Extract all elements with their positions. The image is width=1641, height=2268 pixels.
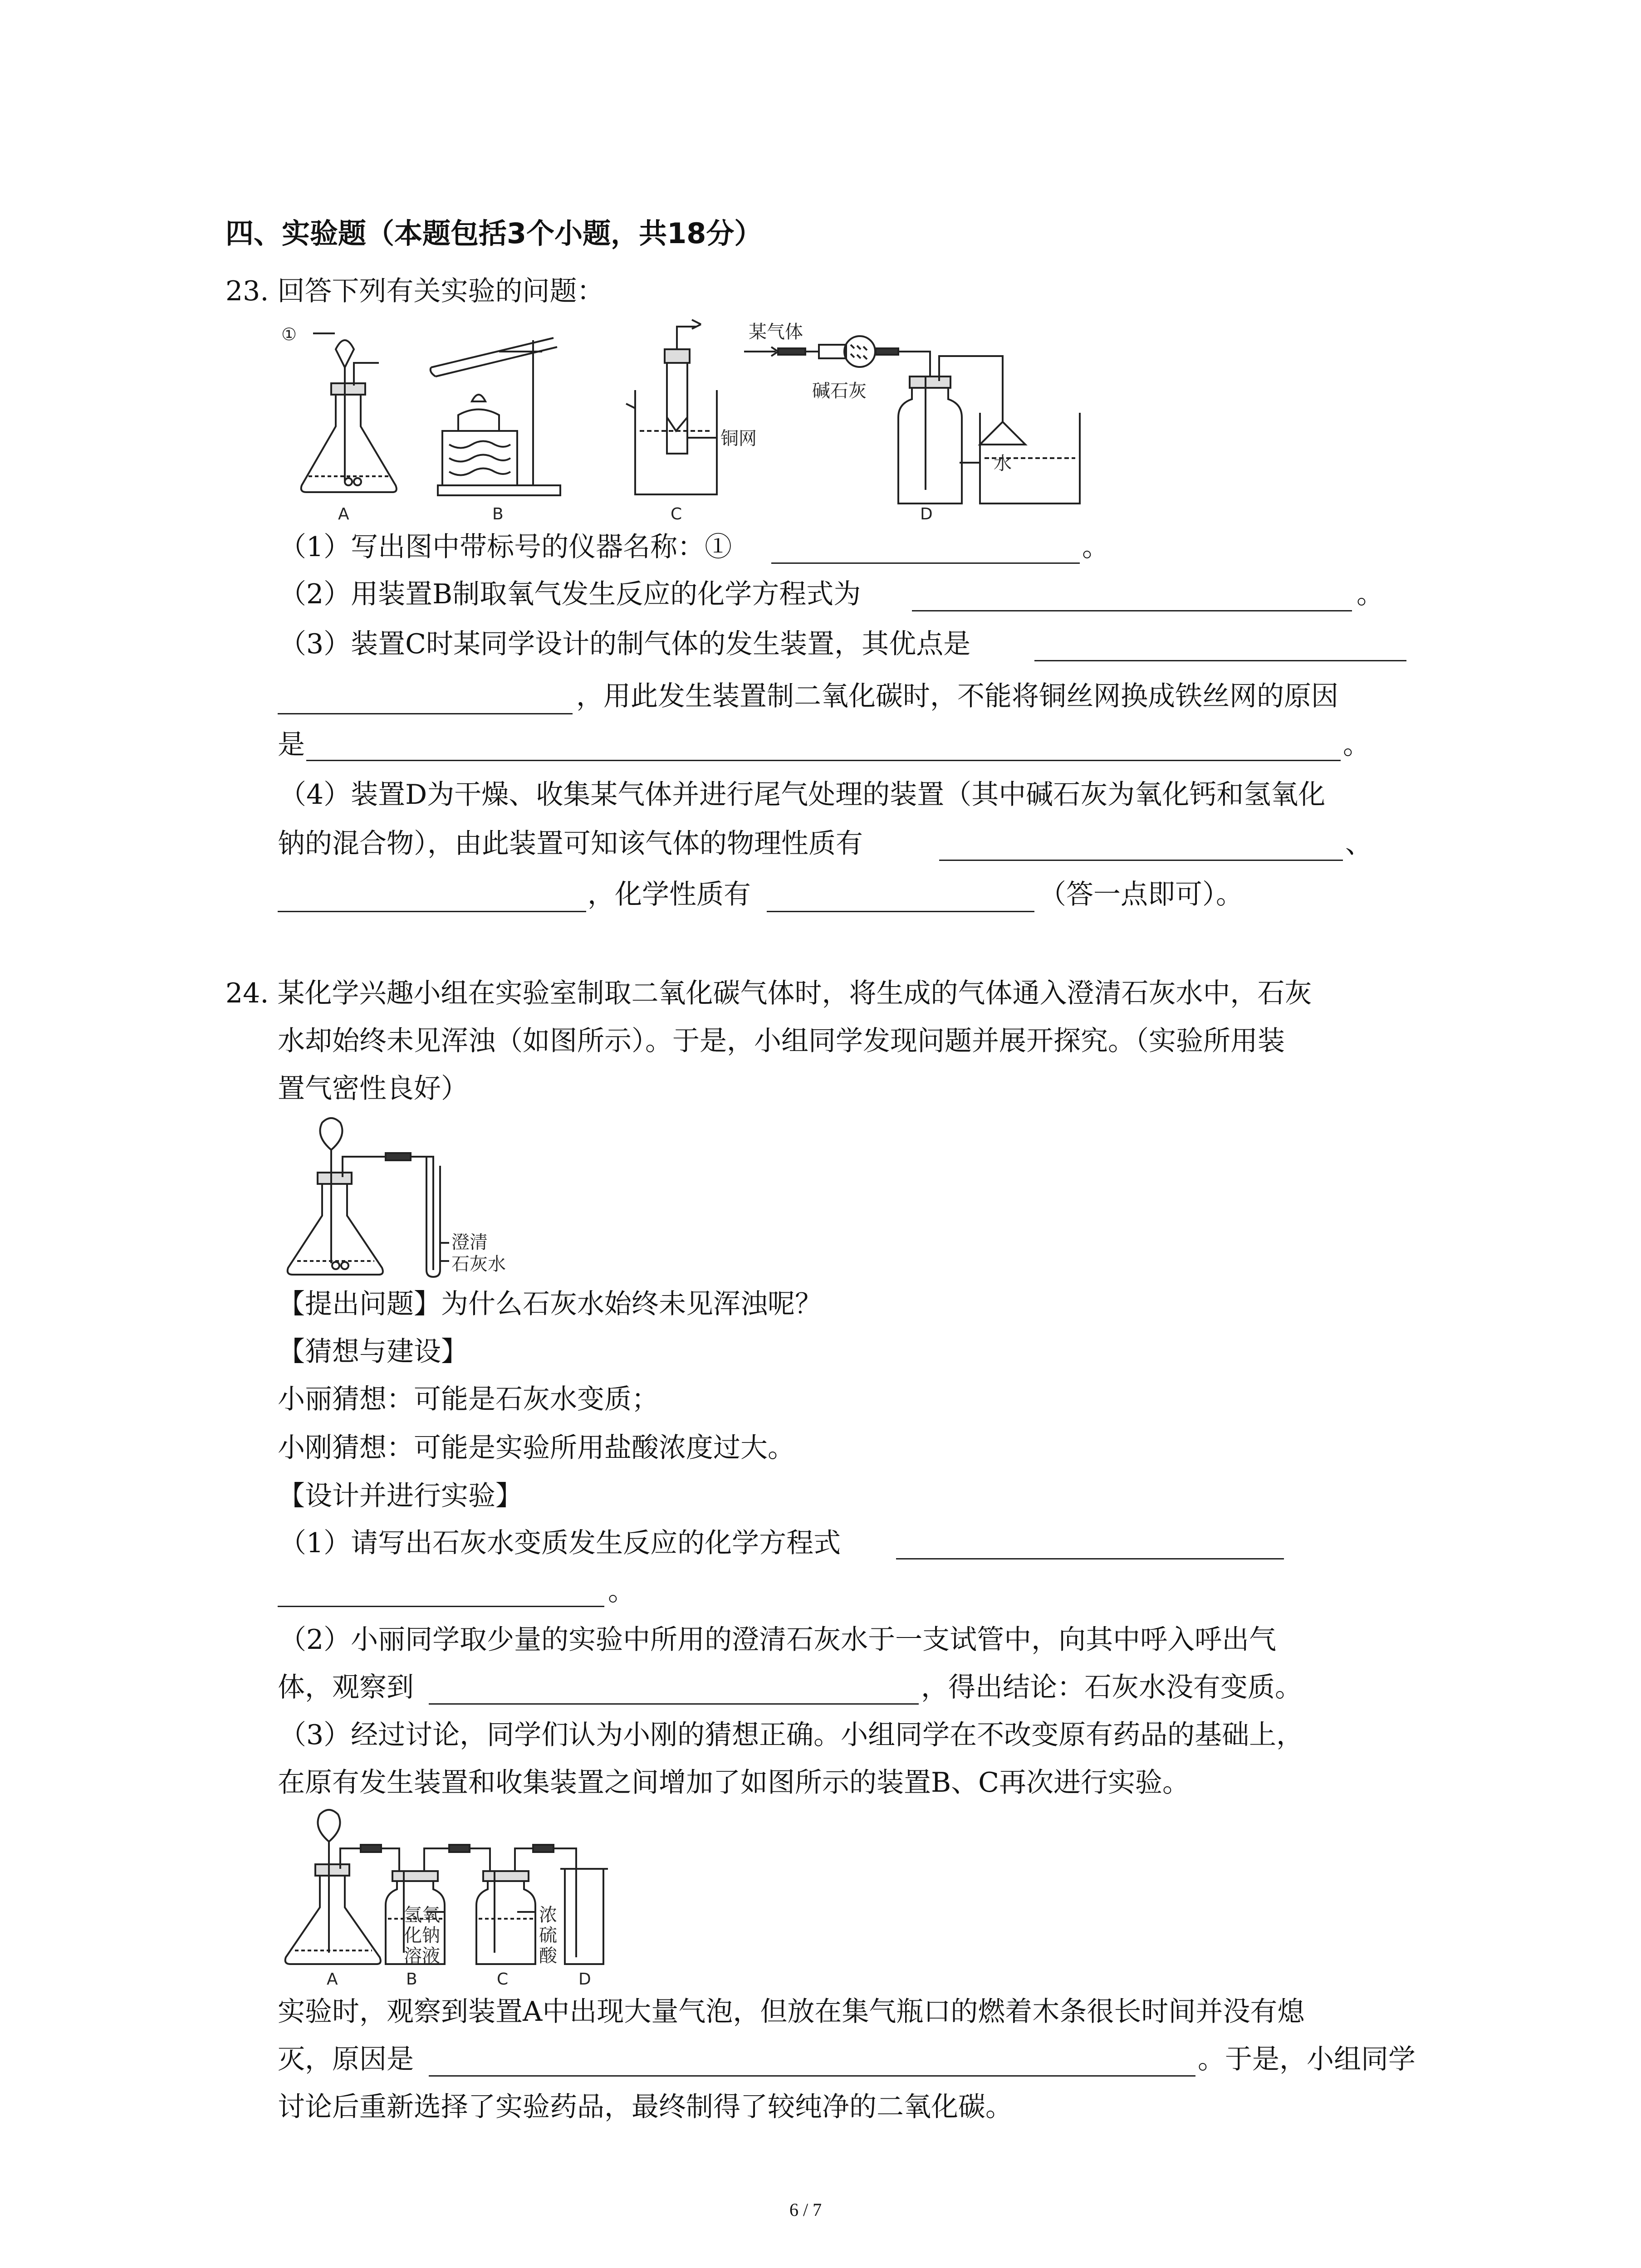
answer-blank[interactable]: [429, 1703, 919, 1705]
naoh-label-1: 氢氧: [404, 1905, 440, 1926]
q23-label-b: B: [492, 505, 504, 522]
limewater-label: 石灰水: [451, 1254, 506, 1275]
page-number: 6 / 7: [789, 2200, 822, 2220]
q23-stem: 23. 回答下列有关实验的问题：: [225, 275, 604, 307]
answer-blank[interactable]: [912, 610, 1352, 611]
naoh-label-3: 溶液: [404, 1945, 440, 1966]
q24-stem-line1: 24. 某化学兴趣小组在实验室制取二氧化碳气体时，将生成的气体通入澄清石灰水中，石灰: [225, 978, 1312, 1009]
question-heading: 【提出问题】为什么石灰水始终未见浑浊呢？: [278, 1288, 822, 1320]
q24-apparatus-figure-2: [277, 1803, 612, 1989]
q24-result-line2: 灭，原因是: [278, 2043, 414, 2075]
answer-blank[interactable]: [1034, 660, 1406, 661]
fig2-label-b: B: [406, 1970, 417, 1989]
answer-blank[interactable]: [939, 860, 1343, 861]
q23-part3-shi: 是: [278, 729, 305, 761]
q23-part1-text: （1）写出图中带标号的仪器名称：①: [279, 531, 732, 563]
answer-blank[interactable]: [278, 713, 573, 714]
acid-label-3: 酸: [539, 1945, 557, 1966]
copper-mesh-label: 铜网: [720, 428, 757, 449]
q24-result-line2-end: 。于是，小组同学: [1198, 2043, 1416, 2075]
q23-label-a: A: [338, 505, 349, 522]
clear-label: 澄清: [451, 1232, 488, 1253]
q23-part4-cont: 钠的混合物），由此装置可知该气体的物理性质有: [278, 828, 863, 860]
q24-result-line3: 讨论后重新选择了实验药品，最终制得了较纯净的二氧化碳。: [278, 2091, 1013, 2123]
q23-part2-text: （2）用装置B制取氧气发生反应的化学方程式为: [279, 578, 861, 610]
punctuation: 。: [608, 1575, 635, 1607]
fig2-label-a: A: [327, 1970, 338, 1989]
fig2-label-c: C: [497, 1970, 509, 1989]
punctuation: 。: [1343, 729, 1370, 761]
answer-blank[interactable]: [767, 911, 1034, 912]
q23-apparatus-figure: [281, 313, 1152, 522]
q23-part3-cont: ，用此发生装置制二氧化碳时，不能将铜丝网换成铁丝网的原因: [576, 680, 1338, 712]
punctuation: 。: [1082, 531, 1109, 563]
q23-label-c: C: [671, 505, 682, 522]
q23-part4-chem: ，化学性质有: [588, 879, 751, 910]
q24-part2-text: （2）小丽同学取少量的实验中所用的澄清石灰水于一支试管中，向其中呼入呼出气: [279, 1624, 1277, 1656]
q23-label-d: D: [920, 505, 933, 522]
q24-apparatus-figure-1: [277, 1111, 531, 1284]
punctuation: 、: [1345, 828, 1372, 860]
q23-circle-mark: ①: [281, 324, 297, 344]
q24-part3-cont: 在原有发生装置和收集装置之间增加了如图所示的装置B、C再次进行实验。: [278, 1767, 1190, 1799]
q24-part3-text: （3）经过讨论，同学们认为小刚的猜想正确。小组同学在不改变原有药品的基础上，: [279, 1719, 1304, 1751]
q24-part2-cont: 体，观察到: [278, 1672, 414, 1703]
hypothesis-xiaogang: 小刚猜想：可能是实验所用盐酸浓度过大。: [278, 1432, 795, 1464]
fig2-label-d: D: [578, 1970, 591, 1989]
q23-part4-text: （4）装置D为干燥、收集某气体并进行尾气处理的装置（其中碱石灰为氧化钙和氢氧化: [279, 779, 1326, 811]
section-title: 四、实验题（本题包括3个小题，共18分）: [225, 217, 763, 250]
soda-lime-label: 碱石灰: [812, 381, 867, 401]
some-gas-label: 某气体: [749, 322, 803, 342]
water-label: 水: [994, 453, 1012, 474]
hypothesis-xiaoli: 小丽猜想：可能是石灰水变质；: [278, 1383, 659, 1415]
q23-part3-text: （3）装置C时某同学设计的制气体的发生装置，其优点是: [279, 628, 971, 660]
q24-part2-end: ，得出结论：石灰水没有变质。: [921, 1672, 1302, 1703]
answer-blank[interactable]: [771, 562, 1080, 564]
answer-blank[interactable]: [278, 911, 586, 912]
q24-stem-line3: 置气密性良好）: [278, 1073, 468, 1105]
q24-part1-text: （1）请写出石灰水变质发生反应的化学方程式: [279, 1527, 841, 1559]
q23-part4-end: （答一点即可）。: [1039, 879, 1243, 910]
acid-label-1: 浓: [539, 1905, 557, 1926]
naoh-label-2: 化钠: [404, 1925, 440, 1946]
hypothesis-heading: 【猜想与建设】: [278, 1336, 468, 1368]
q24-stem-line2: 水却始终未见浑浊（如图所示）。于是，小组同学发现问题并展开探究。（实验所用装: [278, 1025, 1285, 1057]
answer-blank[interactable]: [306, 760, 1341, 761]
answer-blank[interactable]: [278, 1606, 604, 1607]
q24-result-line1: 实验时，观察到装置A中出现大量气泡，但放在集气瓶口的燃着木条很长时间并没有熄: [278, 1996, 1305, 2028]
answer-blank[interactable]: [896, 1558, 1284, 1559]
punctuation: 。: [1357, 578, 1384, 610]
experiment-heading: 【设计并进行实验】: [278, 1480, 523, 1512]
acid-label-2: 硫: [539, 1925, 557, 1946]
answer-blank[interactable]: [429, 2075, 1195, 2077]
